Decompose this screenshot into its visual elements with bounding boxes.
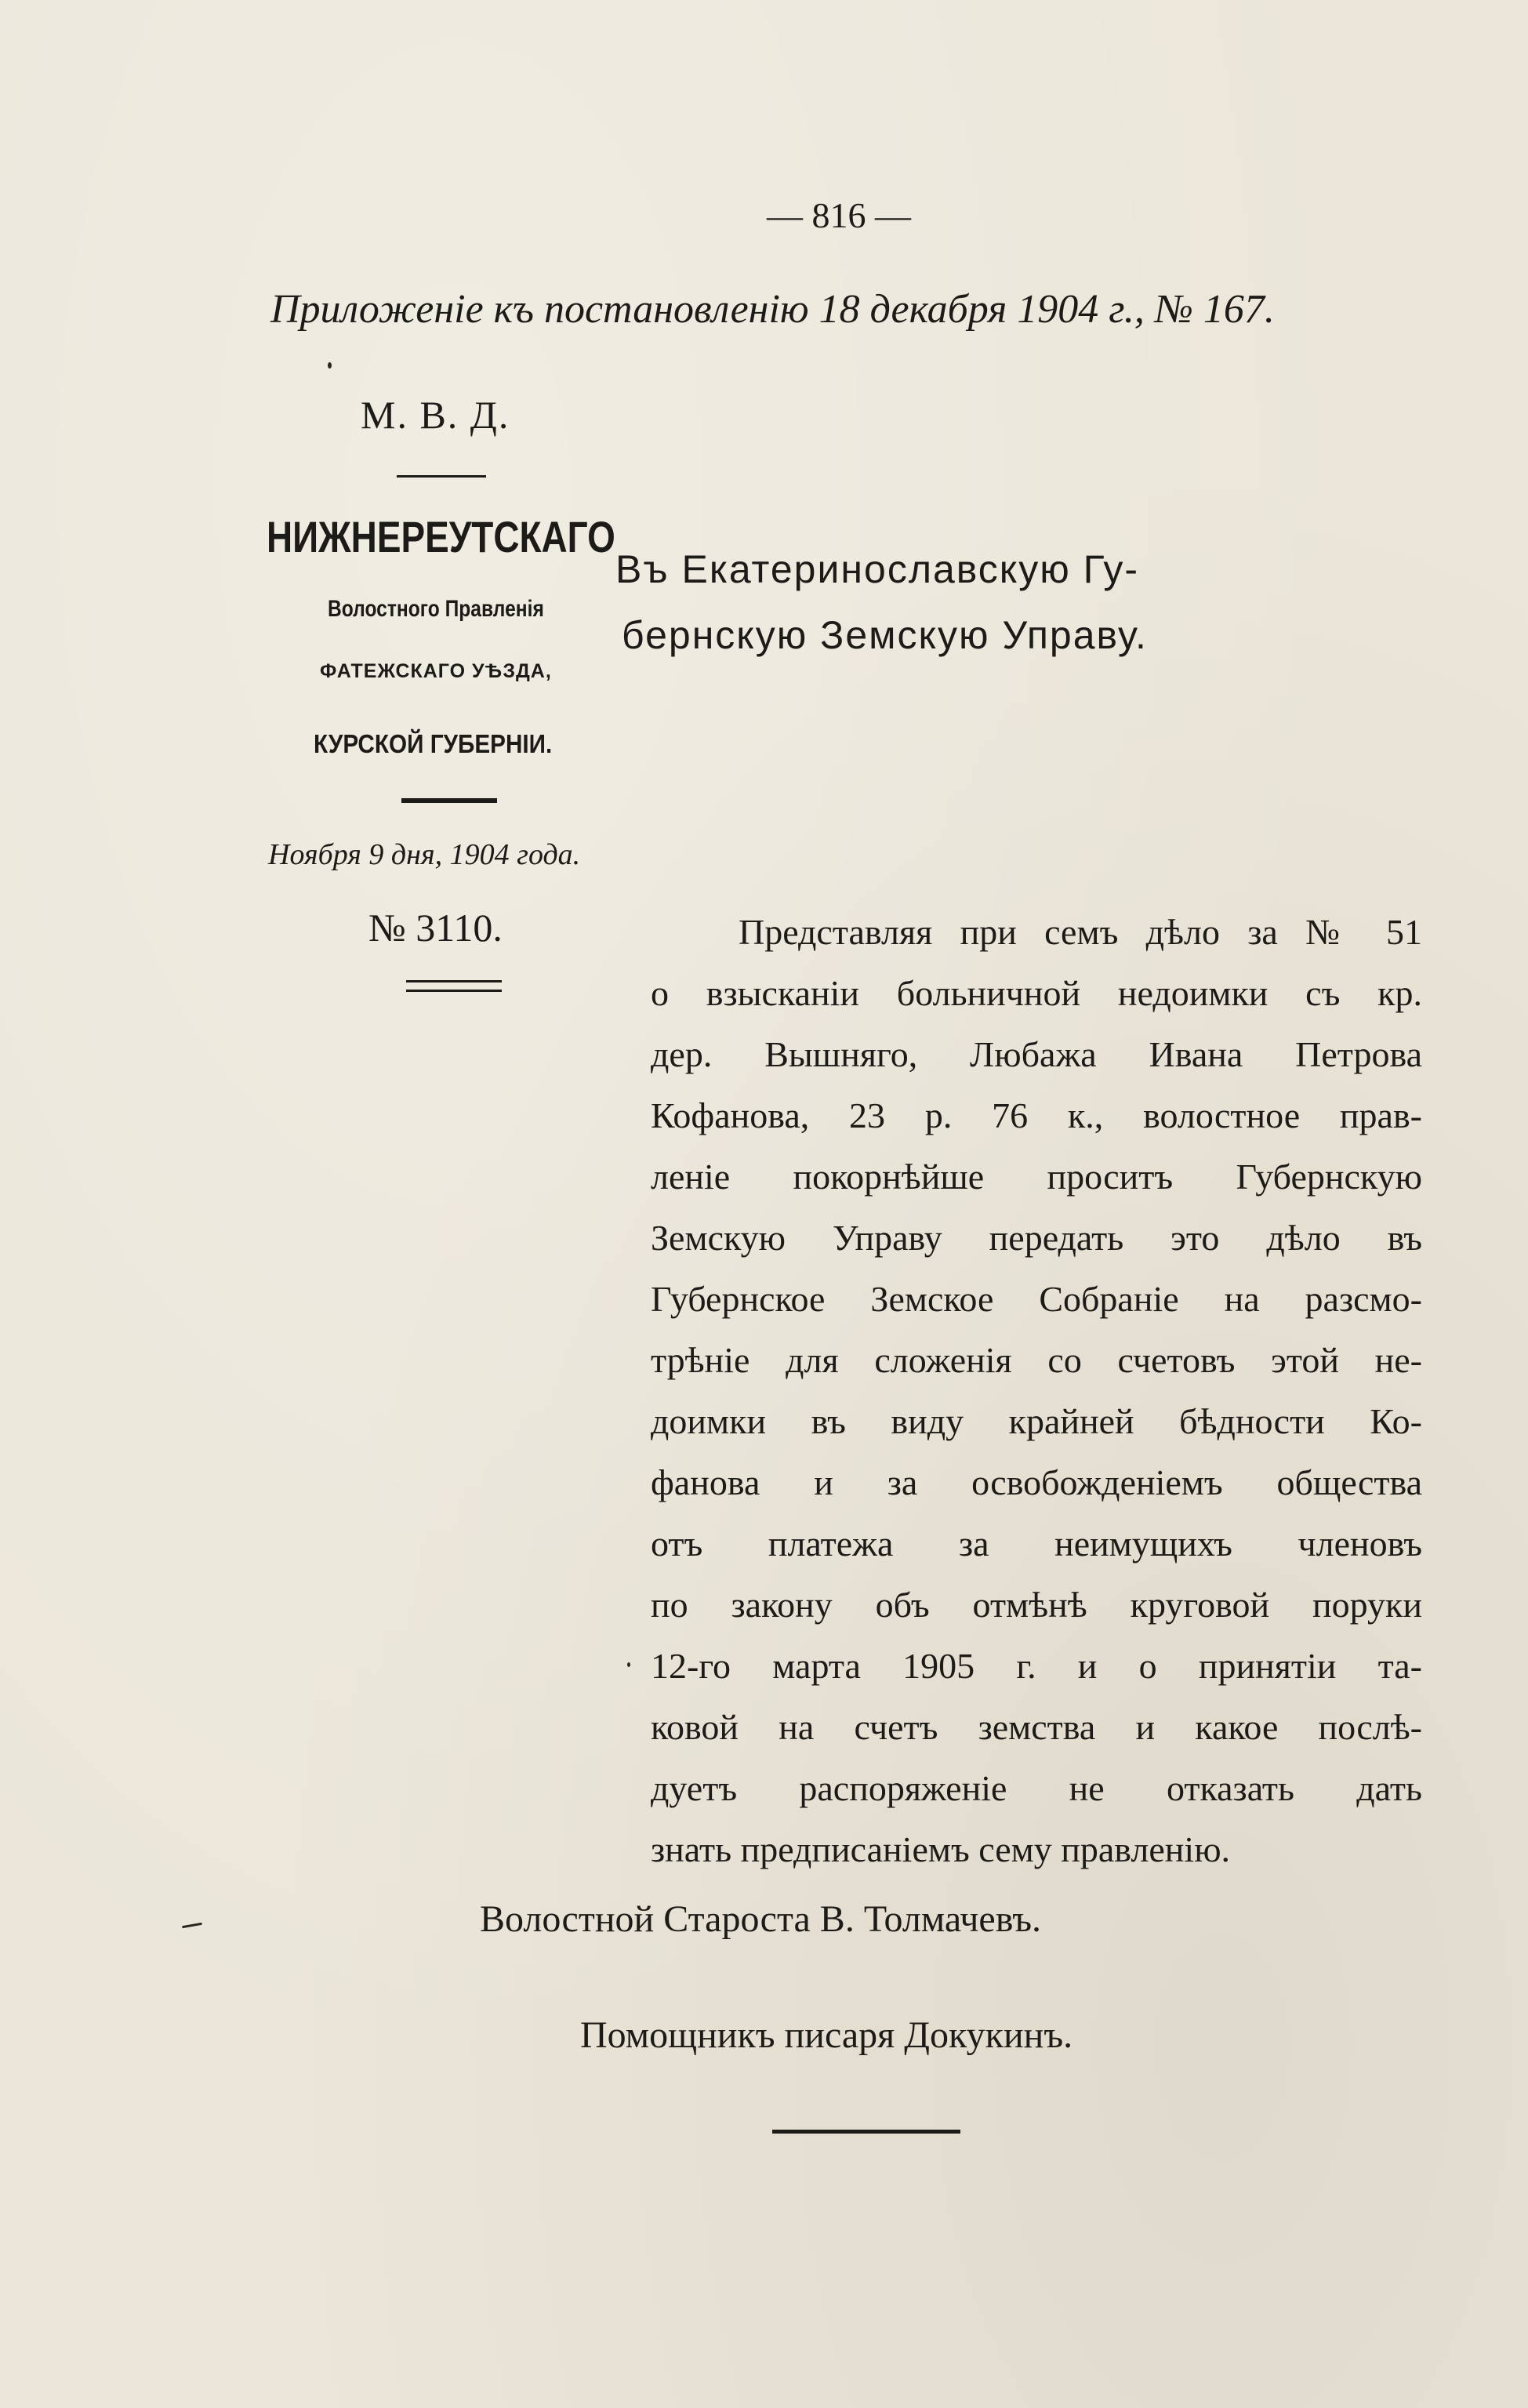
addressee-line-2: бернскую Земскую Управу.: [622, 613, 1148, 657]
letterhead-divider-top: [397, 475, 486, 478]
document-number: № 3110.: [368, 906, 503, 950]
letterhead-divider-bold: [401, 798, 497, 803]
body-line: отъ платежа за неимущихъ членовъ: [651, 1524, 1422, 1564]
office-subtitle: Волостного Правленія: [328, 596, 544, 622]
clerk-signature: Помощникъ писаря Докукинъ.: [580, 2014, 1073, 2056]
closing-rule: [772, 2130, 960, 2134]
body-line: 12-го марта 1905 г. и о принятіи та-: [651, 1646, 1422, 1686]
body-line: фанова и за освобожденіемъ общества: [651, 1462, 1422, 1502]
body-line: леніе покорнѣйше проситъ Губернскую: [651, 1157, 1422, 1197]
ink-speck: [627, 1662, 630, 1667]
body-line: Губернское Земское Собраніе на разсмо-: [651, 1279, 1422, 1319]
body-line: знать предписаніемъ сему правленію.: [651, 1829, 1231, 1869]
body-line: Представляя при семъ дѣло за № 51: [739, 912, 1422, 952]
ministry-label: М. В. Д.: [361, 393, 510, 437]
letter-date: Ноября 9 дня, 1904 года.: [268, 838, 581, 871]
body-line: Земскую Управу передать это дѣло въ: [651, 1218, 1422, 1258]
office-district: ФАТЕЖСКАГО УѢЗДА,: [320, 660, 552, 682]
office-name: НИЖНЕРЕУТСКАГО: [267, 512, 615, 561]
addressee-line-1: Въ Екатеринославскую Гу-: [615, 547, 1140, 591]
body-line: по закону объ отмѣнѣ круговой поруки: [651, 1585, 1422, 1625]
body-line: ковой на счетъ земства и какое послѣ-: [651, 1707, 1422, 1747]
ink-speck: [182, 1923, 202, 1928]
number-double-rule-top: [406, 980, 502, 982]
body-line: трѣніе для сложенія со счетовъ этой не-: [651, 1340, 1422, 1380]
office-province: КУРСКОЙ ГУБЕРНІИ.: [314, 729, 553, 758]
body-line: дер. Вышняго, Любажа Ивана Петрова: [651, 1034, 1422, 1074]
number-double-rule-bottom: [406, 990, 502, 992]
ink-speck: [328, 362, 332, 369]
elder-signature: Волостной Староста В. Толмачевъ.: [480, 1898, 1042, 1940]
body-line: о взысканіи больничной недоимки съ кр.: [651, 973, 1422, 1013]
appendix-heading: Приложеніе къ постановленію 18 декабря 1904 г., № 167.: [270, 287, 1275, 332]
body-line: дуетъ распоряженіе не отказать дать: [651, 1768, 1422, 1808]
page-number: — 816 —: [767, 195, 911, 235]
body-line: доимки въ виду крайней бѣдности Ко-: [651, 1401, 1422, 1441]
body-line: Кофанова, 23 р. 76 к., волостное прав-: [651, 1095, 1422, 1135]
letter-body: [651, 902, 1422, 1880]
addressee-block: [615, 536, 1148, 668]
